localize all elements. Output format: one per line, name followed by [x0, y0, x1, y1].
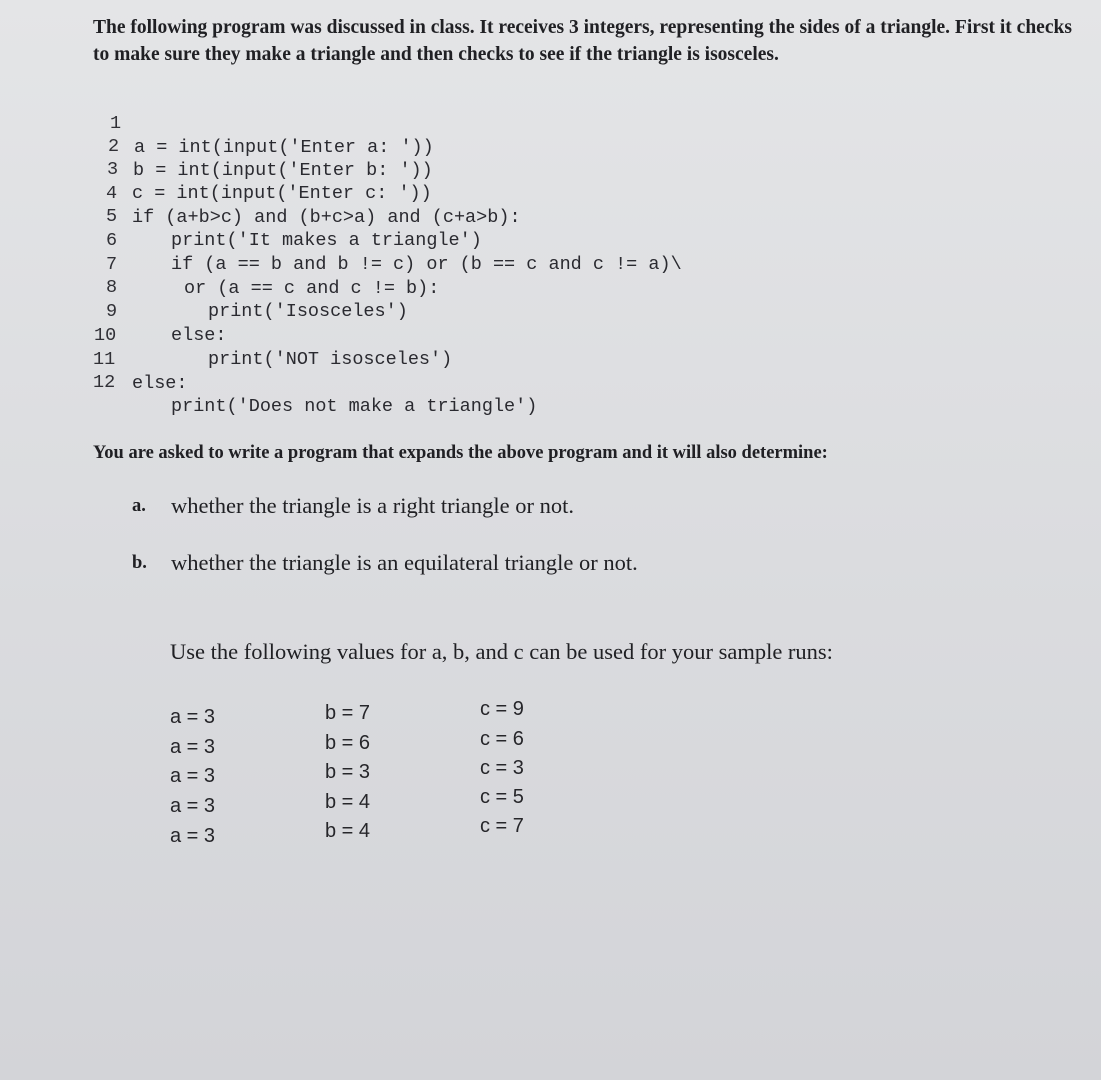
intro-paragraph: The following program was discussed in class. It receives 3 integers, representing the sides of a triangle. First it checks to make sure they make a triangle and then checks to see if the triangle is isosceles. [93, 17, 1072, 65]
line-number: 10 [94, 325, 117, 346]
code-text: if (a == b and b != c) or (b == c and c != a)\ [171, 254, 682, 275]
value-a: a = 3 [170, 795, 216, 817]
line-number: 1 [110, 113, 122, 134]
line-number: 5 [106, 206, 118, 227]
value-a: a = 3 [170, 736, 216, 758]
list-item-text: whether the triangle is a right triangle or not. [171, 493, 575, 518]
task-statement: You are asked to write a program that expands the above program and it will also determine: [93, 443, 828, 463]
value-c: c = 3 [480, 757, 524, 779]
value-b: b = 4 [325, 820, 371, 842]
code-text: print('Isosceles') [208, 301, 408, 322]
line-number: 8 [106, 277, 118, 298]
code-text: if (a+b>c) and (b+c>a) and (c+a>b): [132, 207, 521, 228]
code-text: print('It makes a triangle') [171, 230, 482, 251]
line-number: 4 [106, 183, 118, 204]
code-text: else: [132, 373, 188, 394]
code-text: or (a == c and c != b): [184, 278, 440, 299]
list-marker: b. [132, 553, 147, 573]
value-c: c = 6 [480, 728, 524, 750]
line-number: 11 [93, 349, 116, 370]
value-c: c = 5 [480, 786, 524, 808]
value-b: b = 7 [325, 702, 371, 724]
value-b: b = 3 [325, 761, 371, 783]
list-marker: a. [132, 496, 146, 516]
value-a: a = 3 [170, 765, 216, 787]
line-number: 7 [106, 254, 118, 275]
line-number: 6 [106, 230, 118, 251]
line-number: 2 [108, 136, 120, 157]
code-text: a = int(input('Enter a: ')) [134, 137, 434, 158]
code-text: b = int(input('Enter b: ')) [133, 160, 433, 181]
value-c: c = 9 [480, 698, 524, 720]
line-number: 3 [107, 159, 119, 180]
value-a: a = 3 [170, 825, 216, 847]
value-b: b = 6 [325, 732, 371, 754]
line-number: 12 [93, 372, 116, 393]
sample-runs-intro: Use the following values for a, b, and c can be used for your sample runs: [170, 639, 833, 664]
value-c: c = 7 [480, 815, 524, 837]
line-number: 9 [106, 301, 118, 322]
code-text: c = int(input('Enter c: ')) [132, 183, 432, 204]
value-b: b = 4 [325, 791, 371, 813]
code-line [0, 88, 434, 158]
code-text: print('NOT isosceles') [208, 349, 453, 370]
code-text: print('Does not make a triangle') [171, 396, 538, 417]
list-item-text: whether the triangle is an equilateral triangle or not. [171, 550, 638, 575]
value-a: a = 3 [170, 706, 216, 728]
code-text: else: [171, 325, 227, 346]
